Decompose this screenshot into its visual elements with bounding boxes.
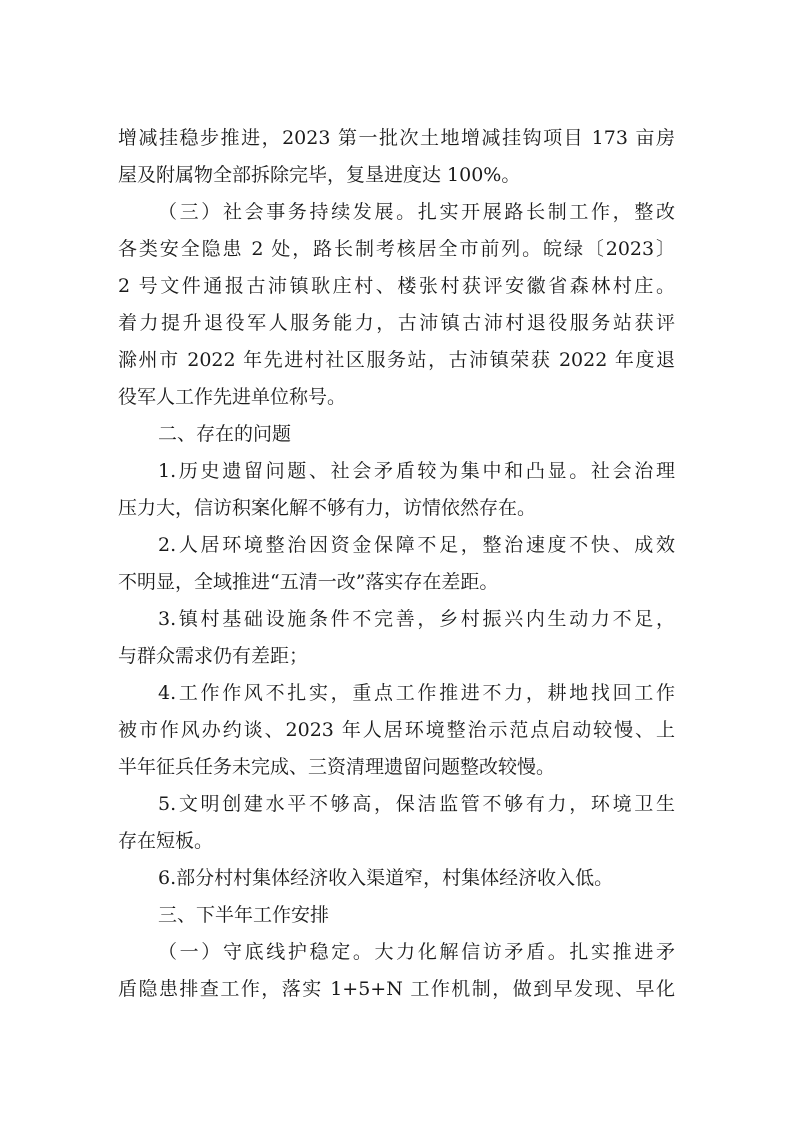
text-line: 4.工作作风不扎实，重点工作推进不力，耕地找回工作 bbox=[158, 682, 675, 704]
text-line: 3.镇村基础设施条件不完善，乡村振兴内生动力不足， bbox=[158, 608, 675, 630]
text-line: 着力提升退役军人服务能力，古沛镇古沛村退役服务站获评 bbox=[118, 312, 675, 334]
heading-text: 二、存在的问题 bbox=[158, 423, 292, 445]
text-line: 盾隐患排查工作，落实 1+5+N 工作机制，做到早发现、早化 bbox=[118, 978, 675, 1000]
text-line: 增减挂稳步推进，2023 第一批次土地增减挂钩项目 173 亩房 bbox=[118, 127, 675, 149]
text-line: 各类安全隐患 2 处，路长制考核居全市前列。皖绿〔2023〕 bbox=[118, 238, 675, 260]
section-heading-problems bbox=[118, 416, 675, 453]
section-heading-plan bbox=[118, 897, 675, 934]
heading-text: 三、下半年工作安排 bbox=[158, 904, 330, 926]
paragraph-land-reclamation bbox=[118, 120, 675, 194]
text-line: 6.部分村村集体经济收入渠道窄，村集体经济收入低。 bbox=[158, 867, 614, 889]
paragraph-problem-4 bbox=[118, 675, 675, 786]
text-line: （一）守底线护稳定。大力化解信访矛盾。扎实推进矛 bbox=[158, 941, 675, 963]
text-line: 滁州市 2022 年先进村社区服务站，古沛镇荣获 2022 年度退 bbox=[118, 349, 675, 371]
paragraph-problem-3 bbox=[118, 601, 675, 675]
text-line: 2.人居环境整治因资金保障不足，整治速度不快、成效 bbox=[158, 534, 675, 556]
document-page bbox=[118, 120, 675, 1008]
paragraph-problem-1 bbox=[118, 453, 675, 527]
paragraph-problem-2 bbox=[118, 527, 675, 601]
text-line: 压力大，信访积案化解不够有力，访情依然存在。 bbox=[118, 497, 537, 519]
paragraph-problem-5 bbox=[118, 786, 675, 860]
paragraph-plan-1 bbox=[118, 934, 675, 1008]
text-line: 2 号文件通报古沛镇耿庄村、楼张村获评安徽省森林村庄。 bbox=[118, 275, 675, 297]
paragraph-problem-6 bbox=[118, 860, 675, 897]
text-line: 不明显，全域推进“五清一改”落实存在差距。 bbox=[118, 571, 499, 593]
text-line: 5.文明创建水平不够高，保洁监管不够有力，环境卫生 bbox=[158, 793, 675, 815]
text-line: 存在短板。 bbox=[118, 830, 214, 852]
text-line: 屋及附属物全部拆除完毕，复垦进度达 100%。 bbox=[118, 164, 521, 186]
paragraph-social-affairs bbox=[118, 194, 675, 416]
text-line: 被市作风办约谈、2023 年人居环境整治示范点启动较慢、上 bbox=[118, 719, 675, 741]
text-line: 1.历史遗留问题、社会矛盾较为集中和凸显。社会治理 bbox=[158, 460, 675, 482]
text-line: 与群众需求仍有差距； bbox=[118, 645, 309, 667]
text-line: 役军人工作先进单位称号。 bbox=[118, 386, 347, 408]
text-line: 半年征兵任务未完成、三资清理遗留问题整改较慢。 bbox=[118, 756, 556, 778]
text-line: （三）社会事务持续发展。扎实开展路长制工作，整改 bbox=[158, 201, 675, 223]
